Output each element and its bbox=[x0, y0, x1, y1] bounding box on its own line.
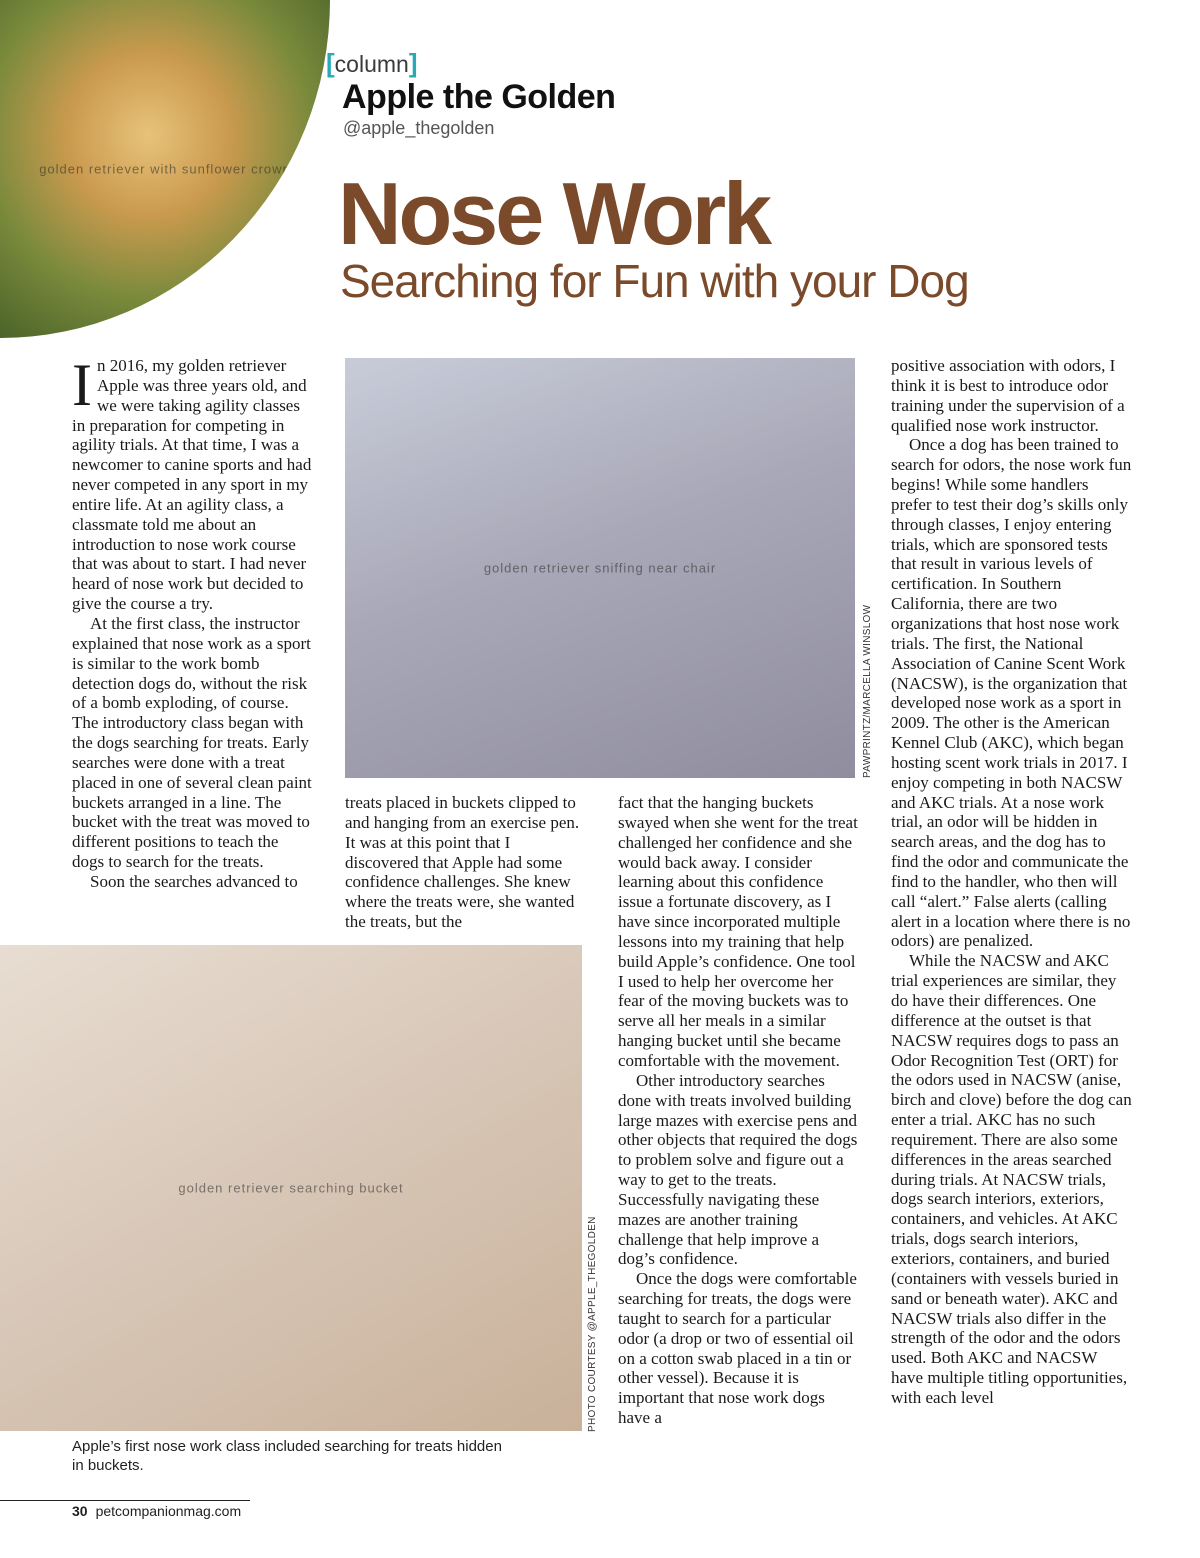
site-link[interactable]: petcompanionmag.com bbox=[95, 1503, 242, 1519]
paragraph: fact that the hanging buckets swayed when she went for the treat challenged her confidence and she would back away. I consider learning about this confidence issue a fortunate discovery, as I have since incorporated multiple lessons into my training that help build Apple’s confidence. One tool I used to help her overcome her fear of the moving buckets was to serve all her meals in a similar hanging bucket until she became comfortable with the movement. bbox=[618, 793, 858, 1070]
portrait-alt: golden retriever with sunflower crown bbox=[39, 161, 291, 177]
kicker-bracket-close: ] bbox=[408, 48, 418, 78]
page-folio bbox=[72, 1503, 241, 1519]
paragraph: Other introductory searches done with treats involved building large mazes with exercise pens and other objects that required the dogs to problem solve and figure out a way to get to the treats. Successfully navigating these mazes are another training challenge that help improve a dog’s confidence. bbox=[618, 1070, 858, 1269]
article-column-3 bbox=[618, 793, 858, 1428]
paragraph: treats placed in buckets clipped to and hanging from an exercise pen. It was at this point that I discovered that Apple had some confidence challenges. She knew where the treats were, she wanted the treats, but the bbox=[345, 793, 580, 932]
author-handle: @apple_thegolden bbox=[343, 118, 495, 138]
article-column-1 bbox=[72, 352, 312, 892]
paragraph bbox=[72, 352, 312, 614]
article-column-4 bbox=[891, 356, 1133, 1408]
kicker-label: column bbox=[334, 51, 409, 77]
deck: Searching for Fun with your Dog bbox=[340, 255, 969, 307]
kicker-bracket-open: [ bbox=[326, 48, 335, 78]
paragraph: Once the dogs were comfortable searching for treats, the dogs were taught to search for a particular odor (a drop or two of essential oil on a cotton swab placed in a tin or other vessel). Because it is important that nose work dogs have a bbox=[618, 1269, 857, 1428]
column-name: Apple the Golden bbox=[342, 78, 616, 116]
paragraph: While the NACSW and AKC trial experiences are similar, they do have their differences. One difference at the outset is that NACSW requires dogs to pass an Odor Recognition Test (ORT) for the odors used in NACSW (anise, birch and clove) before the dog can enter a trial. AKC has no such requirement. There are also some differences in the areas searched during trials. At NACSW trials, dogs search interiors, exteriors, containers, and vehicles. At AKC trials, dogs search interiors, exteriors, containers, and buried (containers with vessels buried in sand or beneath water). AKC and NACSW trials also differ in the strength of the odor and the odors used. Both AKC and NACSW have multiple titling opportunities, with each level bbox=[891, 951, 1132, 1407]
photo-caption: Apple’s first nose work class included searching for treats hidden in buckets. bbox=[72, 1438, 502, 1474]
photo1-credit: PAWPRINTZ/MARCELLA WINSLOW bbox=[862, 604, 873, 778]
author-dog-portrait bbox=[0, 0, 330, 338]
dog-bucket-photo bbox=[0, 945, 582, 1431]
page-number: 30 bbox=[72, 1503, 88, 1519]
paragraph-text: n 2016, my golden retriever Apple was three years old, and we were taking agility classes in preparation for competing in agility trials. At that time, I was a newcomer to canine sports and had never competed in any sport in my entire life. At an agility class, a classmate told me about an introduction to nose work course that was about to start. I had never heard of nose work but decided to give the course a try. bbox=[72, 356, 312, 614]
article-column-2 bbox=[345, 793, 585, 932]
paragraph: Once a dog has been trained to search for odors, the nose work fun begins! While some handlers prefer to test their dog’s skills only through classes, I enjoy entering trials, which are sponsored tests that result in various levels of certification. In Southern California, there are two organizations that host nose work trials. The first, the National Association of Canine Scent Work (NACSW), is the organization that developed nose work as a sport in 2009. The other is the American Kennel Club (AKC), which began hosting scent work trials in 2017. I enjoy competing in both NACSW and AKC trials. At a nose work trial, an odor will be hidden in search areas, and the dog has to find the odor and communicate the find to the handler, who then will call “alert.” False alerts (calling alert in a location where there is no odors) are penalized. bbox=[891, 435, 1132, 951]
photo2-alt: golden retriever searching bucket bbox=[178, 1180, 404, 1196]
photo1-alt: golden retriever sniffing near chair bbox=[483, 560, 717, 576]
paragraph: Soon the searches advanced to bbox=[90, 871, 298, 891]
headline: Nose Work bbox=[338, 164, 770, 263]
paragraph: positive association with odors, I think it is best to introduce odor training under the supervision of a qualified nose work instructor. bbox=[891, 356, 1125, 435]
photo2-credit: PHOTO COURTESY @APPLE_THEGOLDEN bbox=[587, 1216, 598, 1432]
dog-sniffing-photo bbox=[345, 358, 855, 778]
drop-cap: I bbox=[72, 352, 92, 418]
column-kicker bbox=[326, 48, 418, 79]
paragraph: At the first class, the instructor explained that nose work as a sport is similar to the work bomb detection dogs do, without the risk of a bomb exploding, of course. The introductory class began with the dogs searching for treats. Early searches were done with a treat placed in one of several clean paint buckets arranged in a line. The bucket with the treat was moved to different positions to teach the dogs to search for the treats. bbox=[72, 613, 312, 872]
footer-divider bbox=[0, 1500, 250, 1501]
